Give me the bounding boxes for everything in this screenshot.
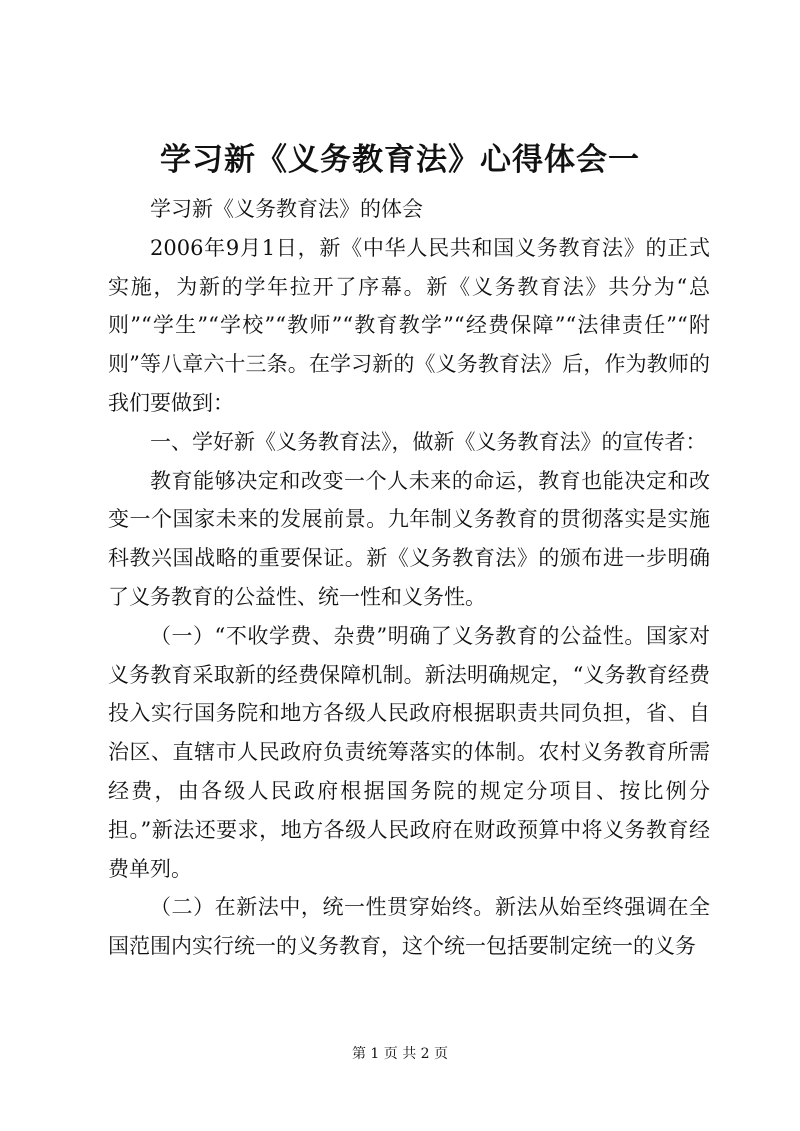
paragraph: 2006年9月1日，新《中华人民共和国义务教育法》的正式实施，为新的学年拉开了序幕。新《义务教育法》共分为“总则”“学生”“学校”“教师”“教育教学”“经费保障”“法律责任”“附则”等八章六十三条。在学习新的《义务教育法》后，作为教师的我们要做到： [108,235,710,415]
document-body [108,190,710,966]
paragraph: （一）“不收学费、杂费”明确了义务教育的公益性。国家对义务教育采取新的经费保障机制。新法明确规定，“义务教育经费投入实行国务院和地方各级人民政府根据职责共同负担，省、自治区、直辖市人民政府负责统筹落实的体制。农村义务教育所需经费，由各级人民政府根据国务院的规定分项目、按比例分担。”新法还要求，地方各级人民政府在财政预算中将义务教育经费单列。 [108,623,710,881]
page-number-footer: 第 1 页 共 2 页 [351,1046,449,1062]
paragraph: 教育能够决定和改变一个人未来的命运，教育也能决定和改变一个国家未来的发展前景。九年制义务教育的贯彻落实是实施科教兴国战略的重要保证。新《义务教育法》的颁布进一步明确了义务教育的公益性、统一性和义务性。 [108,468,710,609]
paragraph: （二）在新法中，统一性贯穿始终。新法从始至终强调在全国范围内实行统一的义务教育，这个统一包括要制定统一的义务 [108,895,710,959]
paragraph: 一、学好新《义务教育法》，做新《义务教育法》的宣传者： [150,429,707,454]
paragraph: 学习新《义务教育法》的体会 [150,197,423,221]
document-title: 学习新《义务教育法》心得体会一 [160,142,640,178]
